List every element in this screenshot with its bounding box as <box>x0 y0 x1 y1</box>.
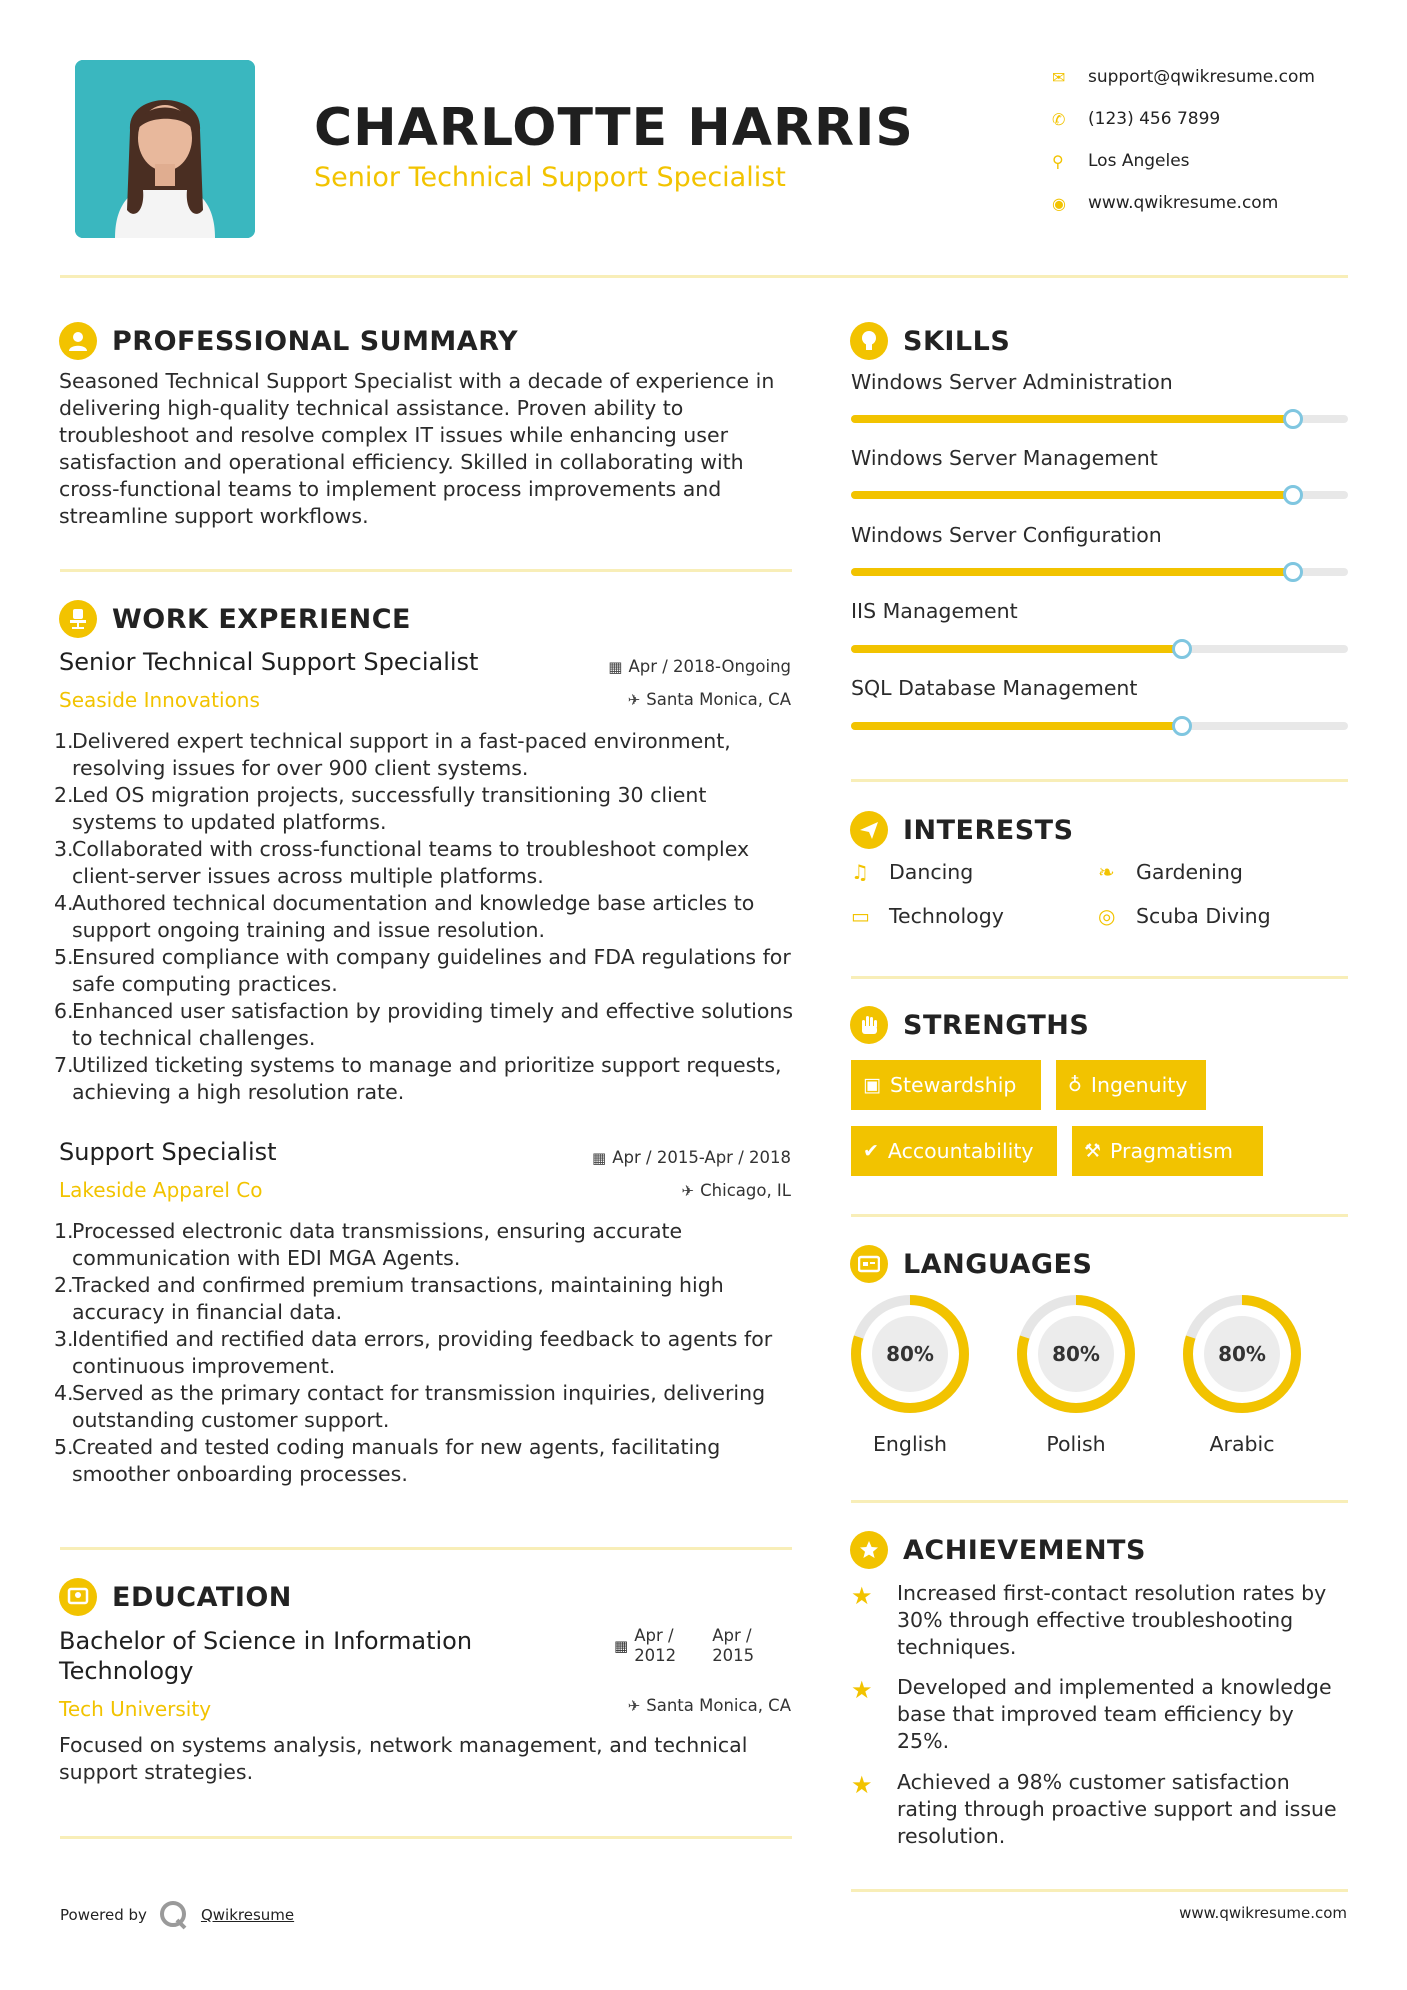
skill-knob <box>1172 716 1192 736</box>
hand-icon <box>850 1006 888 1044</box>
star-badge-icon <box>850 1531 888 1569</box>
interest-item: ▭ Technology <box>851 904 1004 928</box>
laptop-icon: ▭ <box>851 904 870 928</box>
strengths-heading: STRENGTHS <box>903 1009 1090 1041</box>
qwikresume-link[interactable]: Qwikresume <box>200 1906 295 1924</box>
skill-knob <box>1172 639 1192 659</box>
language-percent: 80% <box>886 1342 934 1366</box>
achievements-heading: ACHIEVEMENTS <box>903 1534 1146 1566</box>
interest-item: ◎ Scuba Diving <box>1098 904 1271 928</box>
list-item: 7. Utilized ticketing systems to manage and prioritize support requests, achieving a high resolution rate. <box>54 1053 782 1104</box>
contact-list <box>1050 56 1370 224</box>
strength-tag: ♁ Ingenuity <box>1056 1060 1206 1110</box>
list-item: 6. Enhanced user satisfaction by providing timely and effective solutions to technical challenges. <box>54 999 794 1050</box>
leaf-icon: ❧ <box>1098 860 1115 884</box>
work-heading: WORK EXPERIENCE <box>112 603 411 635</box>
calendar-icon: ▦ <box>592 1149 607 1167</box>
language-ring <box>1014 1292 1138 1416</box>
skill-bar <box>851 645 1348 653</box>
skill-bar <box>851 415 1348 423</box>
summary-section-header <box>59 322 518 360</box>
language-ring <box>1180 1292 1304 1416</box>
job-bullets <box>54 728 794 1106</box>
check-circle-icon: ✔ <box>863 1140 879 1162</box>
briefcase-icon: ▣ <box>863 1074 881 1096</box>
skill-fill <box>851 568 1293 576</box>
language-item <box>1014 1292 1138 1456</box>
language-ring <box>848 1292 972 1416</box>
school-name: Tech University <box>59 1697 212 1721</box>
pushpin-icon: ✈︎ <box>681 1182 695 1200</box>
work-section-header <box>59 600 411 638</box>
pushpin-icon: ✈︎ <box>627 691 641 709</box>
strength-tag: ⚒ Pragmatism <box>1072 1126 1263 1176</box>
list-item: 2. Led OS migration projects, successfully transitioning 30 client systems to updated platforms. <box>54 783 707 834</box>
lightbulb-icon: ♁ <box>1068 1074 1082 1096</box>
interest-item: ♫ Dancing <box>851 860 974 884</box>
education-section-header <box>59 1578 292 1616</box>
contact-website[interactable]: ◉ www.qwikresume.com <box>1052 193 1279 213</box>
paper-plane-icon <box>850 811 888 849</box>
footer-url[interactable]: www.qwikresume.com <box>1179 1904 1347 1922</box>
education-divider <box>60 1836 792 1839</box>
list-item: 3. Collaborated with cross-functional teams to troubleshoot complex client-server issues across multiple platforms. <box>54 837 750 888</box>
strength-tag: ▣ Stewardship <box>851 1060 1041 1110</box>
header-divider <box>60 275 1348 278</box>
list-item: 5. Ensured compliance with company guidelines and FDA regulations for safe computing practices. <box>54 945 791 996</box>
language-item <box>848 1292 972 1456</box>
profile-photo <box>75 60 255 238</box>
summary-divider <box>60 569 792 572</box>
job-title: Senior Technical Support Specialist <box>59 648 479 676</box>
gavel-icon: ⚒ <box>1084 1140 1102 1162</box>
interests-divider <box>851 976 1348 979</box>
job-location: ✈︎ Chicago, IL <box>681 1181 791 1200</box>
job-company: Lakeside Apparel Co <box>59 1178 263 1202</box>
contact-location: ⚲ Los Angeles <box>1052 151 1190 171</box>
summary-text: Seasoned Technical Support Specialist with a decade of experience in delivering high-quality technical assistance. Proven ability to troubleshoot and resolve complex IT issues while enhancing user satisfaction and operational efficiency. Skilled in collaborating with cross-functional teams to implement process improvements and streamline support workflows. <box>59 369 775 528</box>
skill-name: IIS Management <box>851 599 1018 623</box>
list-item: 5. Created and tested coding manuals for new agents, facilitating smoother onboarding processes. <box>54 1435 721 1486</box>
avatar <box>75 60 255 238</box>
star-icon: ★ <box>851 1582 873 1610</box>
candidate-name: CHARLOTTE HARRIS <box>314 98 914 158</box>
interests-section-header <box>850 811 1074 849</box>
skill-name: Windows Server Administration <box>851 370 1173 394</box>
languages-section-header <box>850 1245 1092 1283</box>
chair-icon <box>59 600 97 638</box>
graduation-icon <box>59 1578 97 1616</box>
job-dates: ▦ Apr / 2015-Apr / 2018 <box>592 1148 791 1167</box>
languages-divider <box>851 1500 1348 1503</box>
language-percent: 80% <box>1052 1342 1100 1366</box>
achievements-section-header <box>850 1531 1146 1569</box>
achievement-item: ★ Increased first-contact resolution rates by 30% through effective troubleshooting techniques. <box>851 1581 1327 1659</box>
skill-knob <box>1283 485 1303 505</box>
degree-line-2: Technology <box>59 1657 194 1685</box>
skill-fill <box>851 645 1182 653</box>
skill-fill <box>851 491 1293 499</box>
star-icon: ★ <box>851 1771 873 1799</box>
job-company: Seaside Innovations <box>59 688 260 712</box>
education-heading: EDUCATION <box>112 1581 292 1613</box>
star-icon: ★ <box>851 1676 873 1704</box>
work-divider <box>60 1547 792 1550</box>
skill-fill <box>851 415 1293 423</box>
strengths-section-header <box>850 1006 1089 1044</box>
list-item: 4. Authored technical documentation and knowledge base articles to support ongoing training and issue resolution. <box>54 891 755 942</box>
language-name: English <box>872 1432 948 1456</box>
music-note-icon: ♫ <box>851 860 869 884</box>
skill-bar <box>851 722 1348 730</box>
job-location: ✈︎ Santa Monica, CA <box>627 690 791 709</box>
list-item: 3. Identified and rectified data errors, providing feedback to agents for continuous improvement. <box>54 1327 773 1378</box>
contact-phone[interactable]: ✆ (123) 456 7899 <box>1052 109 1221 129</box>
skill-name: SQL Database Management <box>851 676 1138 700</box>
achievement-item: ★ Achieved a 98% customer satisfaction rating through proactive support and issue resolution. <box>851 1770 1337 1848</box>
list-item: 4. Served as the primary contact for transmission inquiries, delivering outstanding customer support. <box>54 1381 766 1432</box>
strength-tag: ✔ Accountability <box>851 1126 1057 1176</box>
skill-name: Windows Server Configuration <box>851 523 1162 547</box>
qwikresume-logo-icon <box>159 1900 189 1930</box>
skill-bar <box>851 568 1348 576</box>
skills-divider <box>851 779 1348 782</box>
phone-icon: ✆ <box>1052 109 1066 129</box>
list-item: 1. Processed electronic data transmissions, ensuring accurate communication with EDI MGA Agents. <box>54 1219 683 1270</box>
language-icon <box>850 1245 888 1283</box>
job-bullets <box>54 1218 794 1488</box>
language-name: Arabic <box>1209 1432 1275 1456</box>
list-item: 2. Tracked and confirmed premium transactions, maintaining high accuracy in financial data. <box>54 1273 724 1324</box>
interest-item: ❧ Gardening <box>1098 860 1243 884</box>
education-dates: ▦ Apr / 2012 Apr / 2015 <box>614 1626 755 1665</box>
job-dates: ▦ Apr / 2018-Ongoing <box>608 657 791 676</box>
contact-email[interactable]: ✉ support@qwikresume.com <box>1052 67 1315 87</box>
languages-heading: LANGUAGES <box>903 1248 1093 1280</box>
summary-heading: PROFESSIONAL SUMMARY <box>112 325 519 357</box>
life-ring-icon: ◎ <box>1098 904 1116 928</box>
list-item: 1. Delivered expert technical support in a fast-paced environment, resolving issues for over 900 client systems. <box>54 729 731 780</box>
pushpin-icon: ✈︎ <box>627 1697 641 1715</box>
language-name: Polish <box>1046 1432 1106 1456</box>
strengths-divider <box>851 1214 1348 1217</box>
skill-name: Windows Server Management <box>851 446 1158 470</box>
job-title: Support Specialist <box>59 1138 277 1166</box>
interests-heading: INTERESTS <box>903 814 1074 846</box>
user-icon <box>59 322 97 360</box>
degree-line-1: Bachelor of Science in Information <box>59 1627 473 1655</box>
globe-icon: ◉ <box>1052 193 1066 213</box>
skills-section-header <box>850 322 1010 360</box>
calendar-icon: ▦ <box>608 658 623 676</box>
skill-fill <box>851 722 1182 730</box>
candidate-title: Senior Technical Support Specialist <box>314 162 786 193</box>
language-percent: 80% <box>1218 1342 1266 1366</box>
calendar-icon: ▦ <box>614 1637 629 1655</box>
location-pin-icon: ⚲ <box>1052 151 1064 171</box>
education-text: Focused on systems analysis, network management, and technical support strategies. <box>59 1733 748 1784</box>
skill-knob <box>1283 562 1303 582</box>
skill-bar <box>851 491 1348 499</box>
footer-powered-by: Powered by Qwikresume <box>60 1900 294 1930</box>
education-location: ✈︎ Santa Monica, CA <box>627 1696 791 1715</box>
envelope-icon: ✉ <box>1052 67 1066 87</box>
skill-knob <box>1283 409 1303 429</box>
achievements-divider <box>851 1889 1348 1892</box>
language-item <box>1180 1292 1304 1456</box>
lightbulb-icon <box>850 322 888 360</box>
skills-heading: SKILLS <box>903 325 1011 357</box>
achievement-item: ★ Developed and implemented a knowledge base that improved team efficiency by 25%. <box>851 1675 1332 1753</box>
